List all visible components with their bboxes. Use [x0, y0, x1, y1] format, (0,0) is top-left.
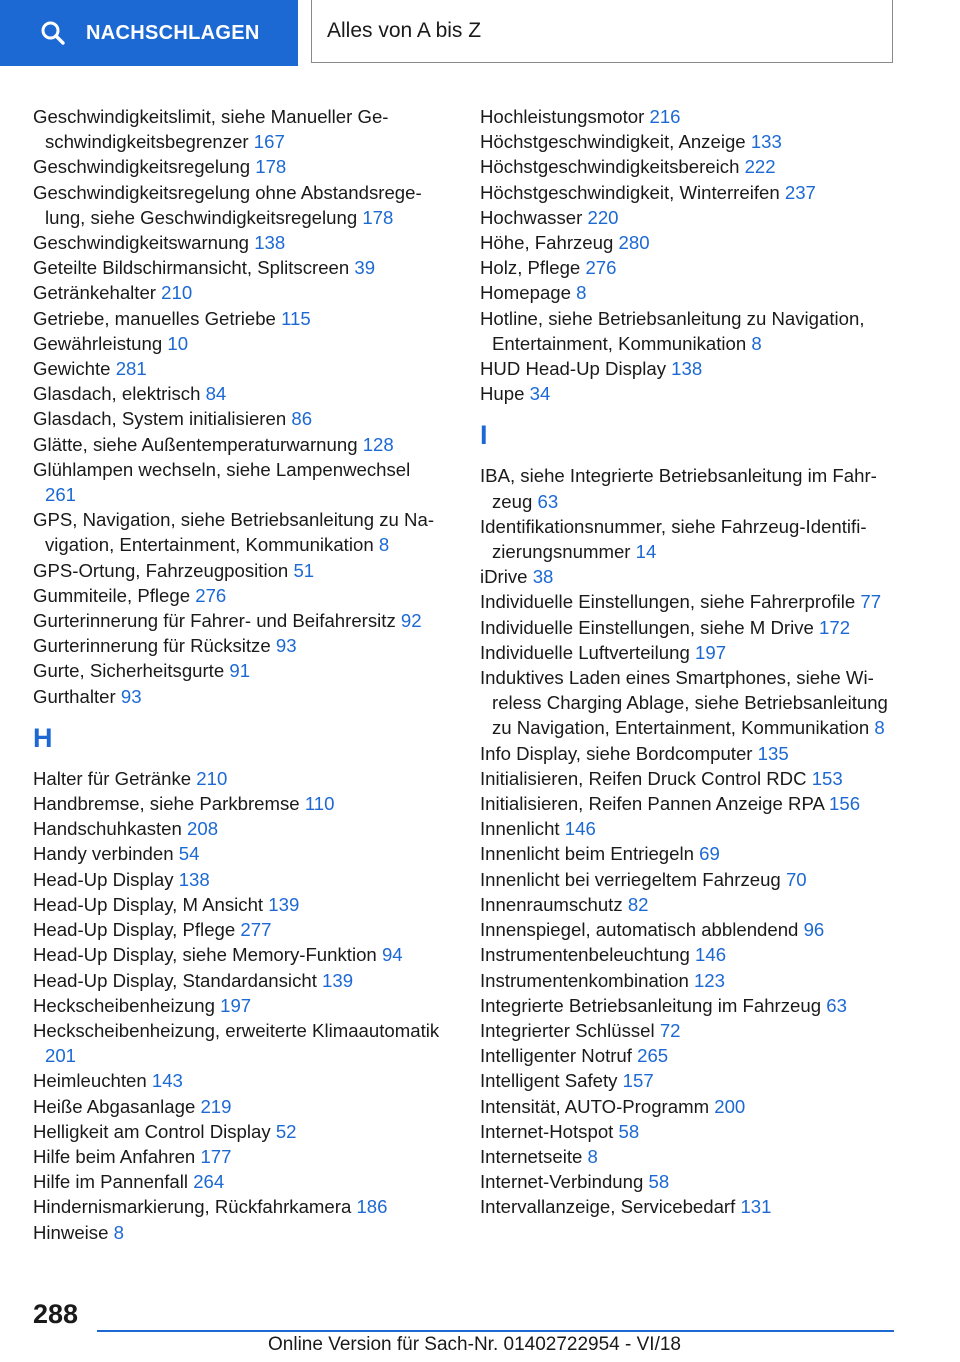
entry-text: Initialisieren, Reifen Druck Control RDC: [480, 767, 807, 789]
index-entry: [480, 306, 900, 356]
entry-text: Integrierte Betriebsanleitung im Fahrzeug: [480, 994, 822, 1016]
page-link[interactable]: 63: [826, 994, 847, 1016]
entry-text: Intelligenter Notruf: [480, 1045, 632, 1067]
page-link[interactable]: 131: [740, 1196, 772, 1218]
page-link[interactable]: 186: [356, 1196, 388, 1218]
index-entry: [480, 791, 900, 816]
page-link[interactable]: 58: [648, 1171, 670, 1193]
page-link[interactable]: 133: [750, 131, 782, 153]
page-link[interactable]: 110: [304, 793, 335, 815]
section-title: Alles von A bis Z: [311, 0, 893, 63]
index-entry: [480, 640, 900, 665]
entry-text: Innenlicht beim Entriegeln: [480, 843, 694, 865]
page-link[interactable]: 200: [714, 1095, 746, 1117]
entry-text: IBA, siehe Integrierte Betriebsanleitung im Fahrzeug: [480, 465, 877, 512]
index-entry: [480, 665, 900, 741]
page-link[interactable]: 8: [751, 332, 762, 354]
entry-text: Head-Up Display, Pflege: [33, 919, 236, 941]
entry-text: Geschwindigkeitslimit, siehe Manueller Geschwindigkeitsbegrenzer: [33, 106, 389, 153]
index-entry: [33, 658, 443, 683]
entry-text: Integrierter Schlüssel: [480, 1019, 655, 1041]
section-letter: I: [480, 420, 488, 451]
index-entry: [480, 463, 900, 513]
entry-text: Gurterinnerung für Fahrer- und Beifahrersitz: [33, 610, 396, 632]
online-version-note: Online Version für Sach-Nr. 01402722954 - VI/18: [268, 1334, 681, 1355]
index-entry: [33, 331, 443, 356]
page-link[interactable]: 70: [785, 868, 807, 890]
page-link[interactable]: 172: [819, 616, 851, 638]
page-link[interactable]: 139: [268, 893, 300, 915]
entry-text: Geschwindigkeitswarnung: [33, 232, 250, 254]
page-link[interactable]: 115: [281, 307, 311, 329]
entry-text: Heiße Abgasanlage: [33, 1095, 196, 1117]
index-entry: [33, 306, 443, 331]
page-link[interactable]: 276: [195, 584, 227, 606]
entry-text: Handy verbinden: [33, 843, 174, 865]
index-entry: [480, 205, 900, 230]
index-entry: [33, 684, 443, 709]
entry-text: Getriebe, manuelles Getriebe: [33, 307, 276, 329]
page-link[interactable]: 261: [45, 484, 77, 506]
index-entry: [480, 892, 900, 917]
index-entry: [480, 1068, 900, 1093]
page-link[interactable]: 197: [220, 994, 252, 1016]
page-link[interactable]: 8: [113, 1221, 124, 1243]
index-entry: [33, 104, 443, 154]
entry-text: Heckscheibenheizung, erweiterte Klimaautomatik: [33, 1019, 440, 1041]
page-link[interactable]: 139: [322, 969, 354, 991]
page-number: 288: [33, 1299, 79, 1329]
index-entry: [480, 230, 900, 255]
entry-text: Höchstgeschwindigkeitsbereich: [480, 156, 740, 178]
page-link[interactable]: 86: [291, 408, 313, 430]
entry-text: Höchstgeschwindigkeit, Anzeige: [480, 131, 746, 153]
entry-text: Gurte, Sicherheitsgurte: [33, 660, 225, 682]
page-link[interactable]: 14: [635, 541, 657, 563]
page-link[interactable]: 210: [196, 767, 228, 789]
page-link[interactable]: 93: [275, 635, 297, 657]
page-link[interactable]: 38: [532, 566, 554, 588]
page-link[interactable]: 178: [362, 206, 394, 228]
index-entry: [480, 942, 900, 967]
page-link[interactable]: 93: [120, 685, 142, 707]
page-link[interactable]: 265: [637, 1045, 669, 1067]
tab-label: NACHSCHLAGEN: [86, 21, 260, 44]
index-entry: [480, 129, 900, 154]
index-entry: [33, 255, 443, 280]
entry-text: Head-Up Display, siehe Memory-Funktion: [33, 944, 377, 966]
index-entry: [480, 255, 900, 280]
entry-text: Individuelle Luftverteilung: [480, 641, 690, 663]
page-link[interactable]: 167: [253, 131, 285, 153]
index-entry: [480, 180, 900, 205]
index-entry: [33, 1094, 443, 1119]
page-link[interactable]: 178: [255, 156, 287, 178]
entry-text: Induktives Laden eines Smartphones, siehe Wireless Charging Ablage, siehe Betriebsanleitung zu Navigation, Entertainment, Kommunikation: [480, 667, 888, 739]
index-entry: [33, 766, 443, 791]
entry-text: Helligkeit am Control Display: [33, 1120, 271, 1142]
entry-text: Getränkehalter: [33, 282, 156, 304]
page-link[interactable]: 146: [695, 944, 727, 966]
index-entry: [480, 1119, 900, 1144]
section-letter: H: [33, 722, 53, 753]
entry-text: Höhe, Fahrzeug: [480, 232, 614, 254]
index-entry: [480, 968, 900, 993]
entry-text: Instrumentenkombination: [480, 969, 689, 991]
entry-text: Handbremse, siehe Parkbremse: [33, 793, 300, 815]
index-entry: [480, 154, 900, 179]
page-link[interactable]: 34: [529, 383, 551, 405]
entry-text: Instrumentenbeleuchtung: [480, 944, 690, 966]
index-entry: [33, 1068, 443, 1093]
index-entry: [33, 968, 443, 993]
entry-text: Innenspiegel, automatisch abblendend: [480, 919, 799, 941]
entry-text: Individuelle Einstellungen, siehe Fahrerprofile: [480, 591, 856, 613]
index-entry: [33, 381, 443, 406]
page-link[interactable]: 84: [205, 383, 227, 405]
entry-text: Glasdach, elektrisch: [33, 383, 201, 405]
page-link[interactable]: 123: [693, 969, 725, 991]
index-entry: [480, 917, 900, 942]
index-entry: [480, 104, 900, 129]
index-entry: [480, 356, 900, 381]
index-entry: [480, 1169, 900, 1194]
entry-text: Intervallanzeige, Servicebedarf: [480, 1196, 736, 1218]
page-link[interactable]: 156: [829, 793, 861, 815]
page-link[interactable]: 237: [784, 181, 816, 203]
entry-text: Heckscheibenheizung: [33, 994, 215, 1016]
search-icon: [40, 20, 66, 46]
index-entry: [33, 432, 443, 457]
entry-text: Geschwindigkeitsregelung: [33, 156, 251, 178]
entry-text: Hochleistungsmotor: [480, 106, 645, 127]
page-link[interactable]: 210: [161, 282, 193, 304]
index-entry: [33, 633, 443, 658]
entry-text: Intensität, AUTO-Programm: [480, 1095, 710, 1117]
entry-text: Innenlicht: [480, 818, 560, 840]
page-link[interactable]: 219: [200, 1095, 232, 1117]
page-link[interactable]: 10: [167, 332, 189, 354]
entry-text: Heimleuchten: [33, 1070, 147, 1092]
entry-text: Gewährleistung: [33, 332, 163, 354]
entry-text: Head-Up Display, Standardansicht: [33, 969, 317, 991]
index-entry: [33, 791, 443, 816]
index-entry: [480, 741, 900, 766]
entry-text: Info Display, siehe Bordcomputer: [480, 742, 753, 764]
page-link[interactable]: 8: [576, 282, 587, 304]
entry-text: Glühlampen wechseln, siehe Lampenwechsel: [33, 458, 411, 480]
index-entry: [480, 1144, 900, 1169]
page-link[interactable]: 281: [115, 358, 147, 380]
page-link[interactable]: 63: [537, 490, 559, 512]
page-link[interactable]: 96: [803, 919, 825, 941]
page-link[interactable]: 201: [45, 1045, 77, 1067]
page-link[interactable]: 138: [254, 232, 286, 254]
index-entry: [480, 280, 900, 305]
page-link[interactable]: 51: [293, 559, 315, 581]
page-link[interactable]: 52: [275, 1120, 297, 1142]
page-link[interactable]: 8: [378, 534, 390, 556]
entry-text: GPS-Ortung, Fahrzeugposition: [33, 559, 289, 581]
page-link[interactable]: 72: [659, 1019, 681, 1041]
entry-text: GPS, Navigation, siehe Betriebsanleitung zu Navigation, Entertainment, Kommunikation: [33, 509, 435, 556]
entry-text: Geteilte Bildschirmansicht, Splitscreen: [33, 257, 350, 279]
entry-text: HUD Head-Up Display: [480, 358, 666, 380]
entry-text: Internet-Hotspot: [480, 1120, 614, 1142]
index-entry: [33, 507, 443, 557]
index-entry: [33, 1194, 443, 1219]
index-entry: [33, 892, 443, 917]
entry-text: Innenraumschutz: [480, 893, 623, 915]
index-entry: [33, 180, 443, 230]
page-link[interactable]: 92: [400, 610, 422, 632]
index-entry: [33, 406, 443, 431]
nachschlagen-tab[interactable]: [0, 0, 298, 66]
page-link[interactable]: 222: [744, 156, 776, 178]
index-entry: [480, 381, 900, 406]
page-link[interactable]: 276: [585, 257, 617, 279]
page-link[interactable]: 177: [200, 1145, 232, 1167]
page-link[interactable]: 128: [362, 433, 394, 455]
index-entry: [480, 1194, 900, 1219]
entry-text: Holz, Pflege: [480, 257, 581, 279]
entry-text: Höchstgeschwindigkeit, Winterreifen: [480, 181, 780, 203]
index-entry: [480, 1018, 900, 1043]
footer-divider: [97, 1330, 894, 1332]
entry-text: Glasdach, System initialisieren: [33, 408, 287, 430]
entry-text: Geschwindigkeitsregelung ohne Abstandsregelung, siehe Geschwindigkeitsregelung: [33, 181, 422, 228]
index-entry: [33, 608, 443, 633]
page-link[interactable]: 8: [874, 717, 885, 739]
index-column-right: [480, 104, 900, 1220]
page-link[interactable]: 277: [240, 919, 272, 941]
page-link[interactable]: 138: [178, 868, 210, 890]
index-entry: [480, 589, 900, 614]
index-entry: [33, 457, 443, 507]
entry-text: Hochwasser: [480, 206, 583, 228]
entry-text: Identifikationsnummer, siehe Fahrzeug-Identifizierungsnummer: [480, 515, 867, 563]
index-entry: [33, 1169, 443, 1194]
entry-text: iDrive: [480, 566, 528, 588]
index-entry: [480, 615, 900, 640]
entry-text: Initialisieren, Reifen Pannen Anzeige RPA: [480, 793, 824, 815]
page-link[interactable]: 157: [622, 1070, 654, 1092]
page-link[interactable]: 264: [193, 1171, 225, 1193]
index-entry: [33, 942, 443, 967]
page-link[interactable]: 280: [618, 232, 650, 254]
page-link[interactable]: 94: [381, 944, 403, 966]
index-entry: [33, 841, 443, 866]
index-entry: [480, 1094, 900, 1119]
index-entry: [33, 917, 443, 942]
entry-text: Halter für Getränke: [33, 767, 192, 789]
index-entry: [33, 583, 443, 608]
page-link[interactable]: 58: [618, 1120, 640, 1142]
index-entry: [480, 766, 900, 791]
page-link[interactable]: 220: [587, 206, 619, 228]
page-link[interactable]: 138: [671, 358, 703, 380]
index-entry: [33, 356, 443, 381]
entry-text: Head-Up Display, M Ansicht: [33, 893, 264, 915]
entry-text: Hilfe im Pannenfall: [33, 1171, 189, 1193]
index-entry: [480, 867, 900, 892]
entry-text: Homepage: [480, 282, 571, 304]
index-entry: [33, 154, 443, 179]
index-entry: [33, 816, 443, 841]
page-link[interactable]: 77: [860, 591, 882, 613]
index-entry: [33, 1220, 443, 1245]
index-entry: [33, 867, 443, 892]
index-entry: [480, 1043, 900, 1068]
page-link[interactable]: 143: [151, 1070, 183, 1092]
index-entry: [33, 1018, 443, 1068]
entry-text: Gurterinnerung für Rücksitze: [33, 635, 271, 657]
entry-text: Individuelle Einstellungen, siehe M Drive: [480, 616, 814, 638]
index-entry: [33, 1144, 443, 1169]
index-entry: [33, 280, 443, 305]
index-entry: [480, 564, 900, 589]
entry-text: Hotline, siehe Betriebsanleitung zu Navigation, Entertainment, Kommunikation: [480, 307, 865, 354]
entry-text: Gewichte: [33, 358, 111, 380]
page-link[interactable]: 82: [627, 893, 649, 915]
page-link[interactable]: 91: [229, 660, 251, 682]
index-column-left: [33, 104, 443, 1245]
entry-text: Handschuhkasten: [33, 818, 182, 840]
index-entry: [33, 1119, 443, 1144]
entry-text: Internetseite: [480, 1145, 583, 1167]
entry-text: Glätte, siehe Außentemperaturwarnung: [33, 433, 358, 455]
entry-text: Intelligent Safety: [480, 1070, 618, 1092]
index-entry: [480, 841, 900, 866]
index-entry: [33, 993, 443, 1018]
entry-text: Gummiteile, Pflege: [33, 584, 191, 606]
page-link[interactable]: 54: [178, 843, 200, 865]
page-link[interactable]: 208: [187, 818, 219, 840]
page-link[interactable]: 153: [811, 767, 843, 789]
entry-text: Internet-Verbindung: [480, 1171, 644, 1193]
entry-text: Gurthalter: [33, 685, 116, 707]
page-link[interactable]: 146: [564, 818, 596, 840]
entry-text: Innenlicht bei verriegeltem Fahrzeug: [480, 868, 781, 890]
index-entry: [33, 230, 443, 255]
index-entry: [480, 514, 900, 564]
page-link[interactable]: 69: [699, 843, 720, 865]
entry-text: Hinweise: [33, 1221, 109, 1243]
index-entry: [480, 816, 900, 841]
page-link[interactable]: 39: [354, 257, 376, 279]
index-entry: [480, 993, 900, 1018]
entry-text: Hupe: [480, 383, 525, 405]
page-link[interactable]: 135: [757, 742, 789, 764]
page-link[interactable]: 8: [587, 1145, 598, 1167]
entry-text: Head-Up Display: [33, 868, 174, 890]
entry-text: Hilfe beim Anfahren: [33, 1145, 196, 1167]
page-link[interactable]: 216: [649, 106, 681, 127]
index-entry: [33, 558, 443, 583]
entry-text: Hindernismarkierung, Rückfahrkamera: [33, 1196, 352, 1218]
page-link[interactable]: 197: [695, 641, 727, 663]
